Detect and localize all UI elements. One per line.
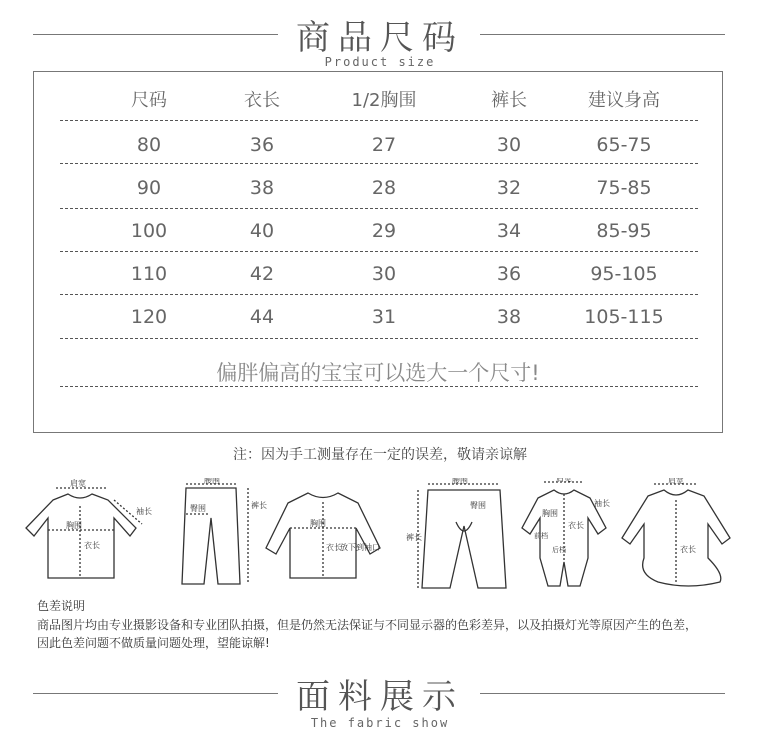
cell-height: 75-85	[596, 177, 652, 199]
row-divider	[60, 386, 698, 387]
label-shoulder: 肩宽	[668, 478, 684, 485]
cell-pants-length: 34	[496, 220, 522, 242]
label-waist: 腰围	[452, 478, 468, 485]
label-pants-length: 裤长	[406, 533, 422, 542]
cell-size: 100	[130, 220, 168, 242]
label-hip: 臀围	[470, 501, 486, 510]
cell-height: 95-105	[590, 263, 658, 285]
cell-half-chest: 31	[371, 306, 397, 328]
cell-half-chest: 28	[371, 177, 397, 199]
fabric-section-title: 面料展示	[296, 677, 464, 717]
table-row	[34, 167, 722, 209]
table-row	[34, 210, 722, 252]
header-suggested-height: 建议身高	[588, 90, 660, 111]
row-divider	[60, 251, 698, 252]
label-shoulder: 肩宽	[556, 478, 572, 483]
table-row	[34, 296, 722, 338]
cell-length: 40	[249, 220, 275, 242]
row-divider	[60, 294, 698, 295]
measurement-note: 注：因为手工测量存在一定的误差，敬请亲谅解	[233, 447, 527, 463]
size-section-subtitle: Product size	[324, 55, 436, 69]
cell-height: 65-75	[596, 134, 652, 156]
label-hip: 臀围	[190, 504, 206, 513]
label-pants-length: 裤长	[251, 501, 267, 510]
cell-pants-length: 32	[496, 177, 522, 199]
label-chest: 胸围	[66, 521, 82, 530]
header-length: 衣长	[244, 90, 280, 111]
label-sleeve: 袖长	[136, 507, 152, 516]
shirt-diagram	[26, 478, 152, 578]
cell-length: 36	[249, 134, 275, 156]
label-length: 衣长	[680, 545, 696, 554]
header-half-chest: 1/2胸围	[351, 90, 417, 111]
row-divider	[60, 163, 698, 164]
label-waist: 腰围	[204, 478, 220, 485]
cell-half-chest: 27	[371, 134, 397, 156]
label-cuff-note: 放下到袖口	[340, 543, 380, 552]
dress-diagram	[622, 478, 730, 586]
pants-diagram	[182, 478, 267, 584]
cell-length: 44	[249, 306, 275, 328]
label-shoulder: 肩宽	[70, 479, 86, 488]
cell-size: 120	[130, 306, 168, 328]
cell-half-chest: 29	[371, 220, 397, 242]
cell-size: 110	[130, 263, 168, 285]
size-section-title: 商品尺码	[296, 18, 464, 58]
romper-diagram	[522, 478, 610, 586]
cell-pants-length: 30	[496, 134, 522, 156]
cell-pants-length: 36	[496, 263, 522, 285]
table-header-row	[34, 80, 722, 122]
row-divider	[60, 120, 698, 121]
garment-diagrams	[18, 478, 742, 590]
cell-length: 38	[249, 177, 275, 199]
table-row	[34, 253, 722, 295]
label-length: 衣长	[326, 543, 342, 552]
color-diff-text: 商品图片均由专业摄影设备和专业团队拍摄，但是仍然无法保证与不同显示器的色彩差异，以及拍摄灯光等原因产生的色差，因此色差问题不做质量问题处理，望能谅解!	[37, 618, 698, 650]
row-divider	[60, 338, 698, 339]
pants-diagram	[406, 478, 506, 588]
longsleeve-diagram	[266, 493, 380, 578]
measurement-illustrations	[18, 478, 742, 590]
cell-length: 42	[249, 263, 275, 285]
header-pants-length: 裤长	[491, 90, 527, 111]
cell-size: 90	[136, 177, 162, 199]
cell-height: 105-115	[584, 306, 664, 328]
label-chest: 胸围	[310, 519, 326, 528]
label-sleeve: 袖长	[594, 499, 610, 508]
size-tip: 偏胖偏高的宝宝可以选大一个尺寸!	[216, 361, 540, 385]
color-diff-title: 色差说明	[37, 599, 86, 613]
cell-height: 85-95	[596, 220, 652, 242]
fabric-section-subtitle: The fabric show	[310, 716, 450, 730]
size-table	[33, 71, 723, 433]
table-row	[34, 124, 722, 166]
cell-pants-length: 38	[496, 306, 522, 328]
cell-size: 80	[136, 134, 162, 156]
label-length: 衣长	[568, 521, 584, 530]
label-chest: 胸围	[542, 509, 558, 518]
label-length: 衣长	[84, 541, 100, 550]
label-crotch: 前档	[534, 532, 548, 540]
header-size: 尺码	[131, 90, 167, 111]
cell-half-chest: 30	[371, 263, 397, 285]
row-divider	[60, 208, 698, 209]
label-back-crotch: 后档	[552, 546, 566, 554]
